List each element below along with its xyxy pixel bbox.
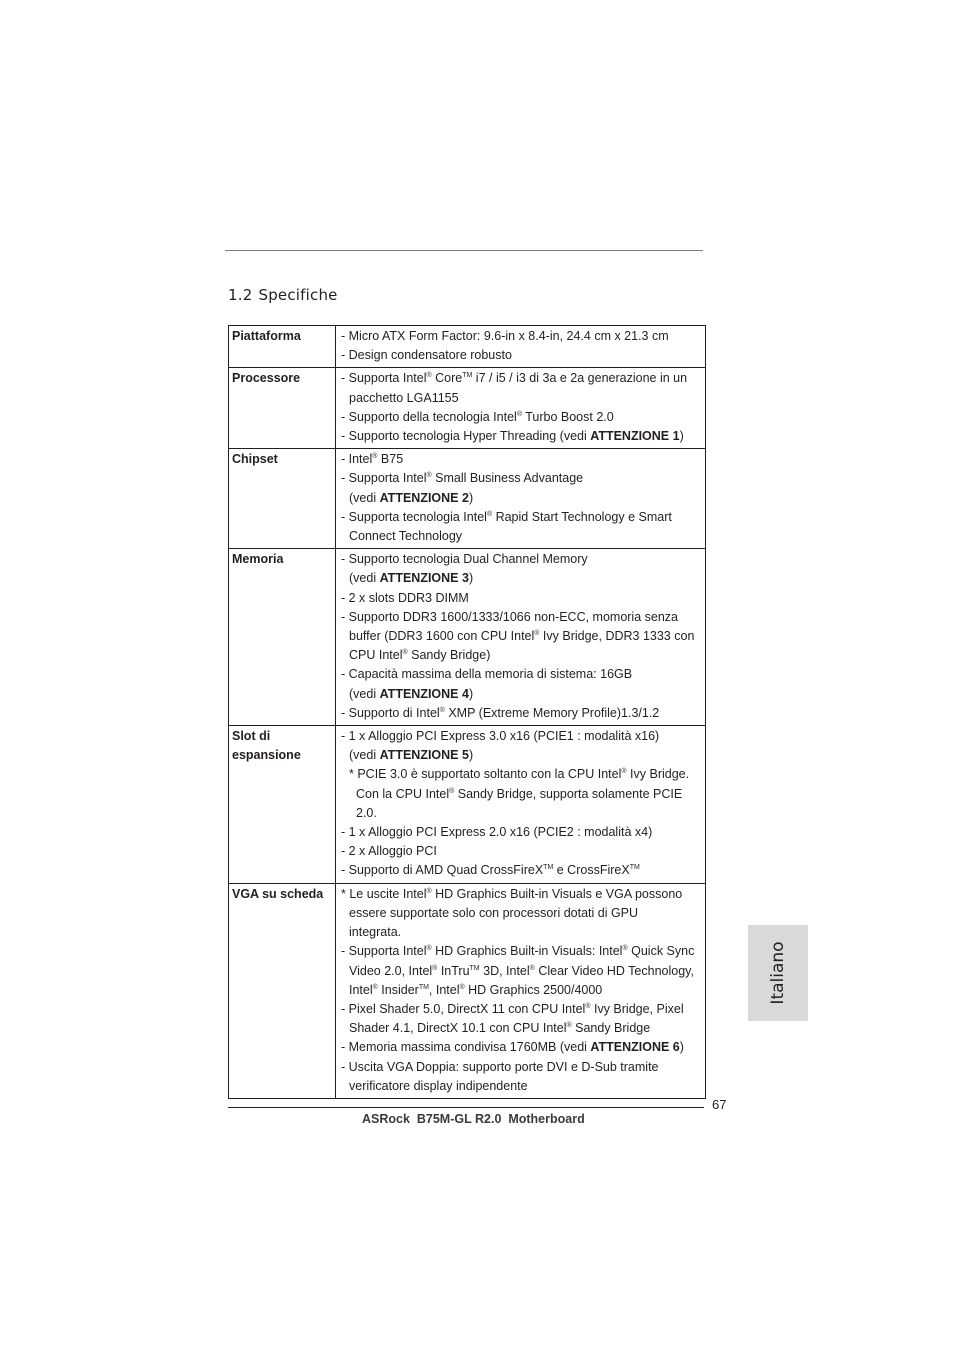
text-run: - Supporto tecnologia Dual Channel Memory: [341, 552, 588, 567]
text-run: essere supportate solo con processori dotati di GPU: [349, 905, 639, 920]
text-run: - Supporto di Intel: [341, 705, 440, 720]
spec-label-line: Slot di: [232, 729, 271, 744]
text-run: Connect Technology: [349, 529, 463, 544]
superscript-mark: ®: [426, 945, 432, 953]
spec-value-line: [341, 885, 705, 904]
spec-value-line: [341, 704, 705, 723]
spec-label: [229, 549, 336, 726]
spec-value-line: [341, 685, 705, 704]
spec-value-line: [341, 450, 705, 469]
spec-value-line: [341, 981, 705, 1000]
text-run: (vedi: [349, 490, 380, 505]
language-label: Italiano: [768, 941, 788, 1005]
spec-value-line: [341, 1000, 705, 1019]
spec-value-line: [341, 608, 705, 627]
text-run: (vedi: [349, 748, 380, 763]
text-run: Quick Sync: [627, 944, 695, 959]
superscript-mark: ®: [566, 1022, 572, 1030]
text-run: - 2 x Alloggio PCI: [341, 844, 437, 859]
spec-value-line: [341, 1058, 705, 1077]
spec-label-line: Piattaforma: [232, 329, 301, 343]
spec-row: [229, 549, 706, 726]
text-run: Sandy Bridge, supporta solamente PCIE: [454, 786, 683, 801]
spec-value-line: [341, 765, 705, 784]
footer-product-name: ASRock B75M-GL R2.0 Motherboard: [362, 1112, 585, 1126]
spec-value-line: [341, 589, 705, 608]
text-run: * PCIE 3.0 è supportato soltanto con la CPU Intel: [349, 767, 622, 782]
text-run: Ivy Bridge, DDR3 1333 con: [539, 629, 695, 644]
text-run: (vedi: [349, 571, 380, 586]
superscript-mark: ®: [516, 410, 522, 418]
superscript-mark: ®: [449, 787, 455, 795]
spec-row: [229, 326, 706, 368]
spec-value-line: [341, 569, 705, 588]
spec-value: [336, 326, 706, 368]
text-run: Small Business Advantage: [431, 471, 584, 486]
text-run: ): [468, 571, 474, 586]
spec-value-line: [341, 842, 705, 861]
spec-value-line: [341, 346, 705, 365]
spec-row: [229, 883, 706, 1098]
superscript-mark: ®: [621, 768, 627, 776]
text-run: - Supporto di AMD Quad CrossFireX: [341, 863, 544, 878]
text-run: e CrossFireX: [553, 863, 630, 878]
spec-value-line: [341, 746, 705, 765]
spec-value-line: [341, 469, 705, 488]
spec-value-line: [341, 1077, 705, 1096]
superscript-mark: ®: [585, 1002, 591, 1010]
text-run: Intel: [349, 982, 373, 997]
text-run: integrata.: [349, 925, 402, 940]
text-run: ): [679, 429, 684, 444]
spec-value: [336, 726, 706, 884]
spec-value-line: [341, 489, 705, 508]
text-run: Sandy Bridge): [407, 648, 491, 663]
spec-value-line: [341, 942, 705, 961]
superscript-mark: ®: [402, 649, 408, 657]
superscript-mark: TM: [418, 983, 429, 991]
text-run: HD Graphics Built-in Visuals: Intel: [431, 944, 623, 959]
text-run: ): [468, 686, 474, 701]
text-run: Con la CPU Intel: [356, 786, 450, 801]
spec-value-line: [341, 508, 705, 527]
text-run: - Capacità massima della memoria di sistema: 16GB: [341, 667, 633, 682]
text-run: XMP (Extreme Memory Profile)1.3/1.2: [444, 705, 660, 720]
language-side-tab: [748, 925, 808, 1021]
text-run: 2.0.: [356, 805, 377, 820]
spec-value-line: [341, 823, 705, 842]
spec-value-line: [341, 627, 705, 646]
text-run: 3D, Intel: [479, 963, 530, 978]
section-number: 1.2: [228, 286, 253, 304]
superscript-mark: TM: [629, 864, 640, 872]
text-run: HD Graphics Built-in Visuals e VGA possono: [431, 886, 683, 901]
spec-value-line: [341, 389, 705, 408]
spec-value: [336, 368, 706, 449]
superscript-mark: ®: [459, 983, 465, 991]
text-run: * Le uscite Intel: [341, 886, 427, 901]
spec-value: [336, 549, 706, 726]
superscript-mark: ®: [426, 472, 432, 480]
spec-value-line: [341, 408, 705, 427]
text-run: - Supporta tecnologia Intel: [341, 509, 487, 524]
text-run: - Micro ATX Form Factor: 9.6-in x 8.4-in, 24.4 cm x 21.3 cm: [341, 329, 669, 343]
note-reference: ATTENZIONE 4: [379, 686, 469, 701]
text-run: Ivy Bridge.: [626, 767, 690, 782]
spec-label: [229, 883, 336, 1098]
superscript-mark: ®: [426, 887, 432, 895]
text-run: - Memoria massima condivisa 1760MB (vedi: [341, 1040, 591, 1055]
text-run: Core: [431, 371, 463, 386]
spec-value-line: [341, 327, 705, 346]
text-run: , Intel: [428, 982, 460, 997]
note-reference: ATTENZIONE 6: [590, 1040, 680, 1055]
text-run: - Supporta Intel: [341, 944, 427, 959]
superscript-mark: ®: [372, 453, 378, 461]
spec-value-line: [341, 1019, 705, 1038]
spec-label: [229, 368, 336, 449]
text-run: pacchetto LGA1155: [349, 390, 459, 405]
text-run: Video 2.0, Intel: [349, 963, 433, 978]
spec-label-line: Processore: [232, 371, 301, 386]
bottom-divider: [228, 1107, 704, 1108]
text-run: HD Graphics 2500/4000: [464, 982, 603, 997]
text-run: verificatore display indipendente: [349, 1078, 528, 1093]
note-reference: ATTENZIONE 3: [379, 571, 469, 586]
spec-label-line: espansione: [232, 748, 301, 763]
spec-value-line: [341, 804, 705, 823]
spec-label: [229, 326, 336, 368]
text-run: - Supporto tecnologia Hyper Threading (vedi: [341, 429, 591, 444]
text-run: - 1 x Alloggio PCI Express 3.0 x16 (PCIE1 : modalità x16): [341, 729, 660, 744]
section-title: Specifiche: [258, 286, 338, 304]
superscript-mark: ®: [432, 964, 438, 972]
text-run: - Pixel Shader 5.0, DirectX 11 con CPU Intel: [341, 1001, 586, 1016]
superscript-mark: TM: [469, 964, 480, 972]
text-run: Clear Video HD Technology,: [534, 963, 694, 978]
superscript-mark: ®: [486, 510, 493, 518]
text-run: - Supporto della tecnologia Intel: [341, 409, 517, 424]
top-divider: [225, 250, 703, 251]
spec-value-line: [341, 665, 705, 684]
superscript-mark: ®: [534, 630, 540, 638]
text-run: Ivy Bridge, Pixel: [590, 1001, 684, 1016]
spec-label: [229, 449, 336, 549]
text-run: (vedi: [349, 686, 380, 701]
text-run: B75: [377, 452, 404, 467]
text-run: - Supporta Intel: [341, 371, 427, 386]
spec-value-line: [341, 962, 705, 981]
spec-value-line: [341, 550, 705, 569]
superscript-mark: ®: [426, 372, 432, 380]
section-heading: [228, 286, 338, 304]
text-run: - Supporto DDR3 1600/1333/1066 non-ECC, momoria senza: [341, 609, 678, 624]
spec-value-line: [341, 785, 705, 804]
spec-label: [229, 726, 336, 884]
superscript-mark: TM: [462, 372, 473, 380]
spec-value-line: [341, 646, 705, 665]
spec-value-line: [341, 923, 705, 942]
note-reference: ATTENZIONE 5: [379, 748, 469, 763]
superscript-mark: ®: [529, 964, 535, 972]
text-run: buffer (DDR3 1600 con CPU Intel: [349, 629, 535, 644]
text-run: - Design condensatore robusto: [341, 348, 512, 363]
note-reference: ATTENZIONE 2: [379, 490, 469, 505]
page-number: 67: [712, 1097, 727, 1112]
spec-value-line: [341, 904, 705, 923]
spec-value-line: [341, 1038, 705, 1057]
spec-row: [229, 449, 706, 549]
superscript-mark: TM: [543, 864, 554, 872]
text-run: Sandy Bridge: [571, 1021, 651, 1036]
spec-value-line: [341, 527, 705, 546]
note-reference: ATTENZIONE 1: [590, 429, 680, 444]
spec-value: [336, 449, 706, 549]
text-run: Insider: [377, 982, 419, 997]
text-run: ): [468, 748, 474, 763]
text-run: InTru: [437, 963, 470, 978]
text-run: - Uscita VGA Doppia: supporto porte DVI e D-Sub tramite: [341, 1059, 659, 1074]
text-run: ): [468, 490, 474, 505]
spec-value-line: [341, 727, 705, 746]
text-run: ): [679, 1040, 684, 1055]
superscript-mark: ®: [372, 983, 378, 991]
superscript-mark: ®: [439, 706, 445, 714]
superscript-mark: ®: [622, 945, 628, 953]
text-run: Rapid Start Technology e Smart: [492, 509, 672, 524]
spec-row: [229, 368, 706, 449]
spec-value-line: [341, 861, 705, 880]
specifications-table: [228, 325, 706, 1099]
text-run: Turbo Boost 2.0: [521, 409, 614, 424]
text-run: - 2 x slots DDR3 DIMM: [341, 590, 469, 605]
spec-value: [336, 883, 706, 1098]
spec-label-line: Memoria: [232, 552, 284, 567]
text-run: Shader 4.1, DirectX 10.1 con CPU Intel: [349, 1021, 567, 1036]
spec-label-line: VGA su scheda: [232, 886, 324, 901]
spec-value-line: [341, 369, 705, 388]
text-run: CPU Intel: [349, 648, 403, 663]
spec-value-line: [341, 427, 705, 446]
text-run: - Intel: [341, 452, 373, 467]
spec-row: [229, 726, 706, 884]
text-run: - 1 x Alloggio PCI Express 2.0 x16 (PCIE2 : modalità x4): [341, 825, 653, 840]
text-run: - Supporta Intel: [341, 471, 427, 486]
text-run: i7 / i5 / i3 di 3a e 2a generazione in un: [472, 371, 688, 386]
spec-label-line: Chipset: [232, 452, 278, 467]
